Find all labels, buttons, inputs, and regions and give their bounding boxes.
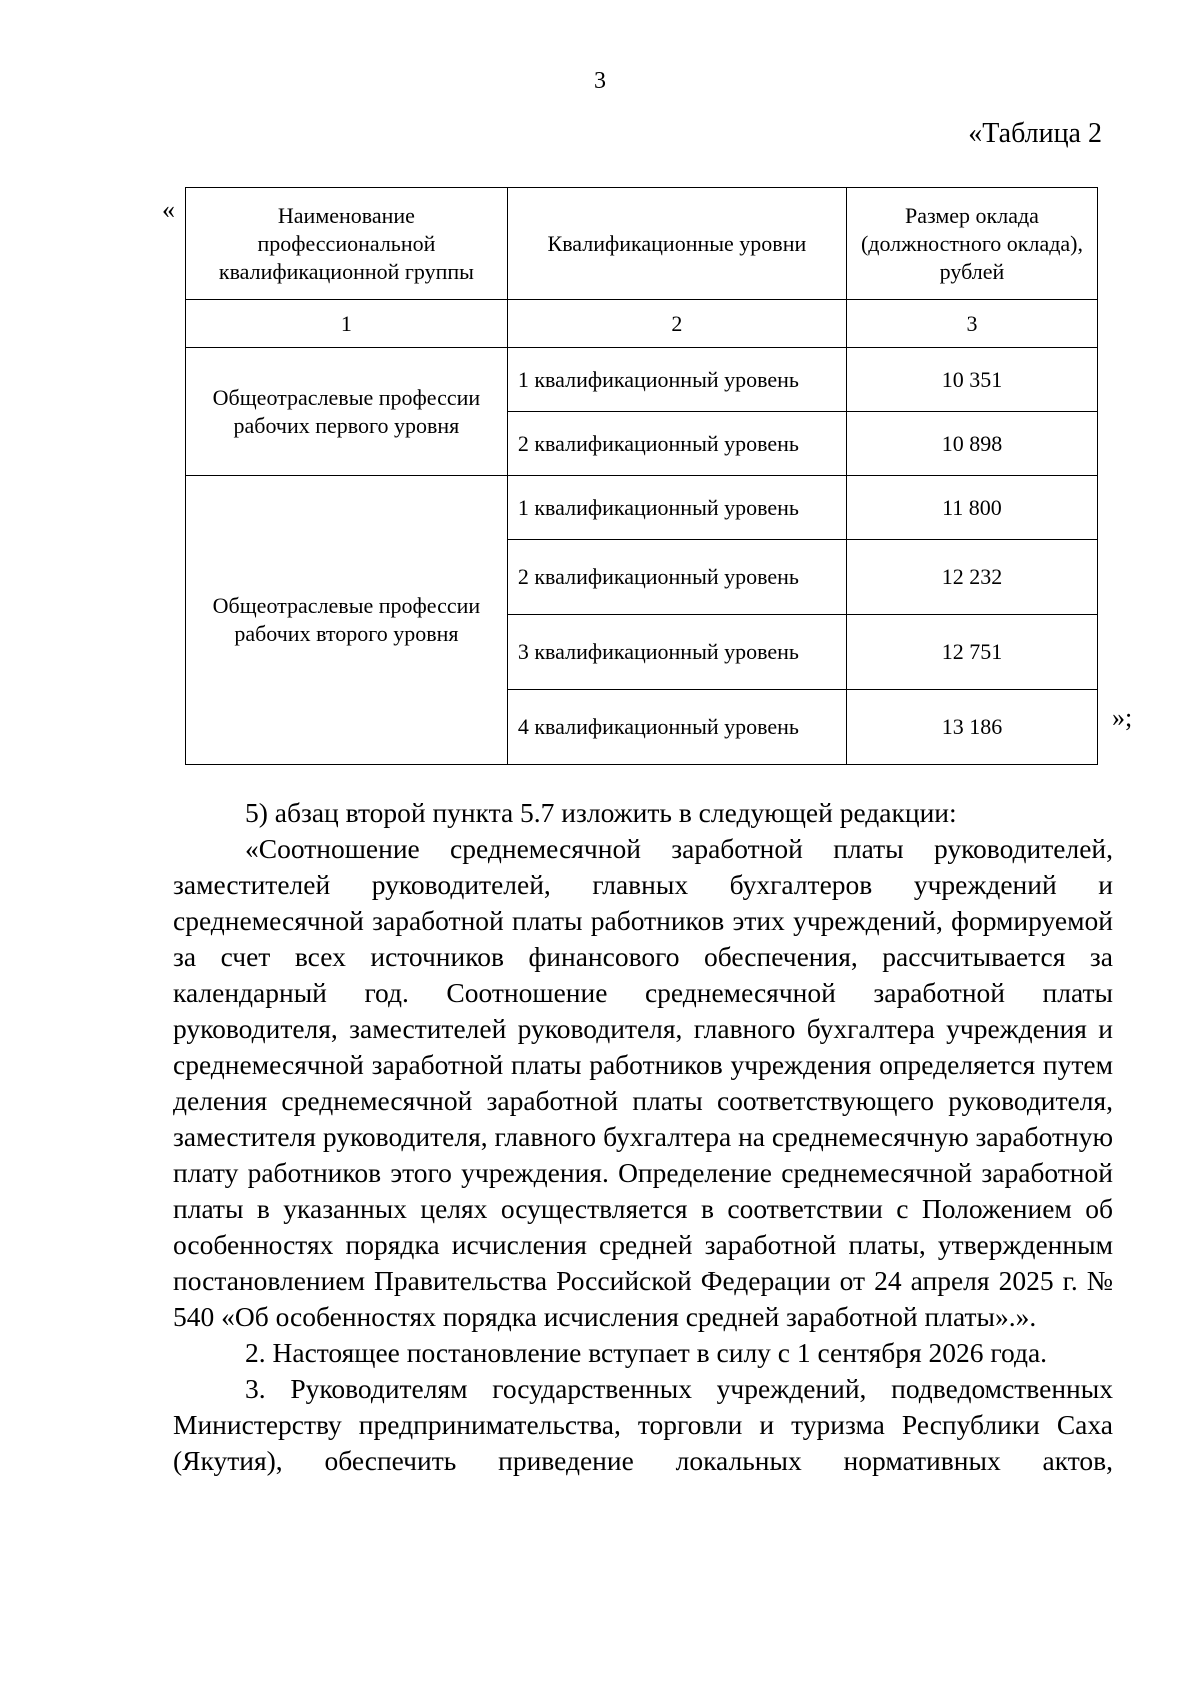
level-cell: 1 квалификационный уровень — [507, 476, 846, 540]
quote-open: « — [162, 195, 175, 224]
header-group-name: Наименование профессиональной квалификационной группы — [186, 188, 508, 300]
level-cell: 2 квалификационный уровень — [507, 540, 846, 615]
paragraph-amendment-text: «Соотношение среднемесячной заработной платы руководителей, заместителей руководителей, главных бухгалтеров учреждений и среднемесячной заработной платы работников этих учреждений, формируемой за счет всех источников финансового обеспечения, рассчитывается за календарный год. Соотношение среднемесячной заработной платы руководителя, заместителей руководителя, главного бухгалтера учреждения и среднемесячной заработной платы работников учреждения определяется путем деления среднемесячной заработной платы соответствующего руководителя, заместителя руководителя, главного бухгалтера на среднемесячную заработную плату работников этого учреждения. Определение среднемесячной заработной платы в указанных целях осуществляется в соответствии с Положением об особенностях порядка исчисления средней заработной платы, утвержденным постановлением Правительства Российской Федерации от 24 апреля 2025 г. № 540 «Об особенностях порядка исчисления средней заработной платы».». — [173, 833, 1113, 1332]
quote-close: »; — [1112, 703, 1133, 732]
level-cell: 1 квалификационный уровень — [507, 348, 846, 412]
column-number: 1 — [186, 300, 508, 348]
level-cell: 3 квалификационный уровень — [507, 615, 846, 690]
salary-cell: 10 351 — [846, 348, 1097, 412]
salary-cell: 12 751 — [846, 615, 1097, 690]
salary-cell: 12 232 — [846, 540, 1097, 615]
salary-table — [185, 187, 1098, 765]
table-caption: «Таблица 2 — [968, 118, 1102, 149]
table-header-row — [186, 188, 1098, 300]
paragraph-instruction: 3. Руководителям государственных учреждений, подведомственных Министерству предпринимательства, торговли и туризма Республики Саха (Якутия), обеспечить приведение локальных нормативных актов, — [173, 1373, 1113, 1476]
group-name-cell: Общеотраслевые профессии рабочих первого уровня — [186, 348, 508, 476]
salary-cell: 11 800 — [846, 476, 1097, 540]
level-cell: 4 квалификационный уровень — [507, 690, 846, 765]
table-row — [186, 348, 1098, 412]
paragraph-amendment-intro: 5) абзац второй пункта 5.7 изложить в следующей редакции: — [245, 797, 957, 828]
group-name-cell: Общеотраслевые профессии рабочих второго уровня — [186, 476, 508, 765]
header-levels: Квалификационные уровни — [507, 188, 846, 300]
salary-cell: 13 186 — [846, 690, 1097, 765]
body-text — [173, 795, 1113, 1479]
header-salary: Размер оклада (должностного оклада), рублей — [846, 188, 1097, 300]
paragraph-effective-date: 2. Настоящее постановление вступает в силу с 1 сентября 2026 года. — [245, 1337, 1048, 1368]
table-row — [186, 476, 1098, 540]
column-number-row — [186, 300, 1098, 348]
column-number: 3 — [846, 300, 1097, 348]
column-number: 2 — [507, 300, 846, 348]
salary-cell: 10 898 — [846, 412, 1097, 476]
level-cell: 2 квалификационный уровень — [507, 412, 846, 476]
page-number: 3 — [594, 68, 606, 94]
